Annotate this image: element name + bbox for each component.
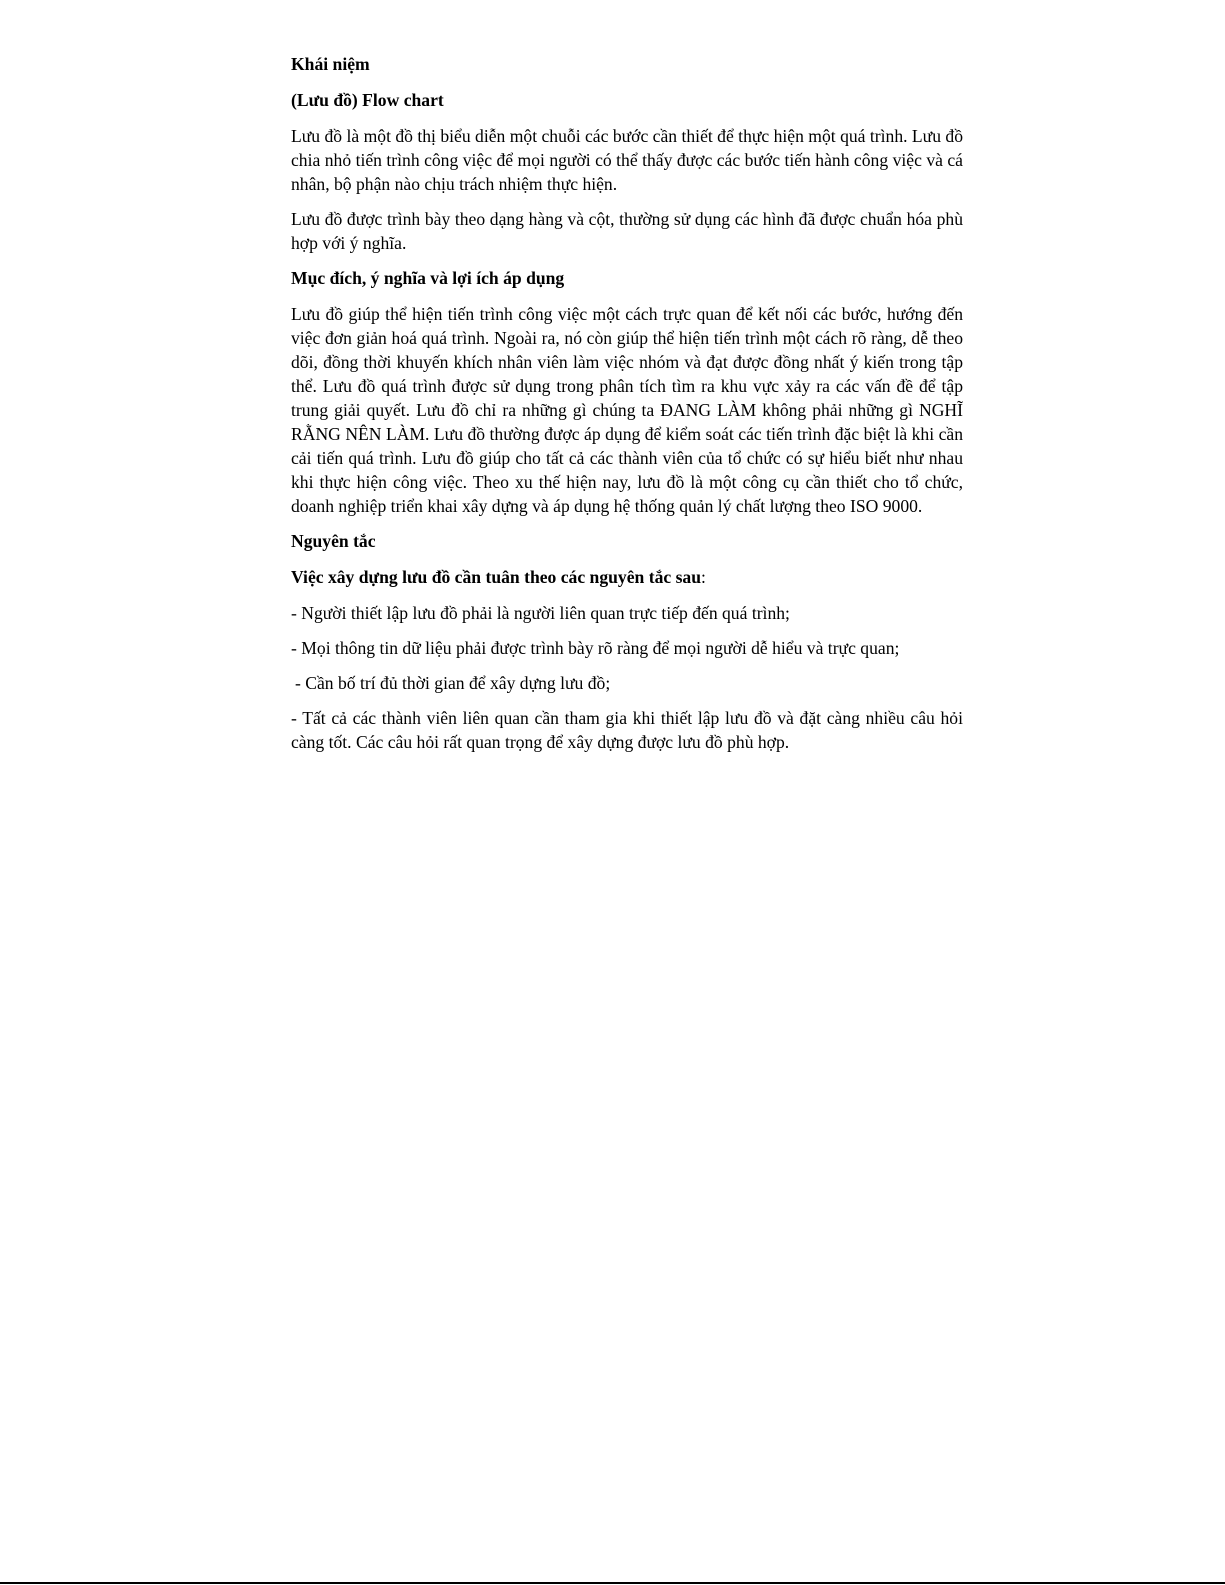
principle-item: - Tất cả các thành viên liên quan cần tham gia khi thiết lập lưu đồ và đặt càng nhiều câu hỏi càng tốt. Các câu hỏi rất quan trọng để xây dựng được lưu đồ phù hợp. — [291, 708, 963, 752]
principle-item: - Mọi thông tin dữ liệu phải được trình bày rõ ràng để mọi người dễ hiểu và trực quan; — [291, 638, 900, 658]
heading-concept: Khái niệm — [291, 54, 370, 74]
paragraph-format: Lưu đồ được trình bày theo dạng hàng và cột, thường sử dụng các hình đã được chuẩn hóa phù hợp với ý nghĩa. — [291, 209, 963, 253]
subheading-flow-chart: (Lưu đồ) Flow chart — [291, 90, 444, 110]
heading-purpose: Mục đích, ý nghĩa và lợi ích áp dụng — [291, 268, 565, 288]
paragraph-definition: Lưu đồ là một đồ thị biểu diễn một chuỗi các bước cần thiết để thực hiện một quá trình. Lưu đồ chia nhỏ tiến trình công việc để mọi người có thể thấy được các bước tiến hành công việc và cá nhân, bộ phận nào chịu trách nhiệm thực hiện. — [291, 126, 963, 194]
principle-item: - Cần bố trí đủ thời gian để xây dựng lưu đồ; — [295, 673, 611, 693]
subheading-principles-intro — [291, 565, 963, 589]
principle-item: - Người thiết lập lưu đồ phải là người liên quan trực tiếp đến quá trình; — [291, 603, 790, 623]
paragraph-purpose: Lưu đồ giúp thể hiện tiến trình công việc một cách trực quan để kết nối các bước, hướng đến việc đơn giản hoá quá trình. Ngoài ra, nó còn giúp thể hiện tiến trình một cách rõ ràng, dễ theo dõi, đồng thời khuyến khích nhân viên làm việc nhóm và đạt được đồng nhất ý kiến trong tập thể. Lưu đồ quá trình được sử dụng trong phân tích tìm ra khu vực xảy ra các vấn đề để tập trung giải quyết. Lưu đồ chỉ ra những gì chúng ta ĐANG LÀM không phải những gì NGHĨ RẰNG NÊN LÀM. Lưu đồ thường được áp dụng để kiểm soát các tiến trình đặc biệt là khi cần cải tiến quá trình. Lưu đồ giúp cho tất cả các thành viên của tổ chức có sự hiểu biết như nhau khi thực hiện công việc. Theo xu thế hiện nay, lưu đồ là một công cụ cần thiết cho tổ chức, doanh nghiệp triển khai xây dựng và áp dụng hệ thống quản lý chất lượng theo ISO 9000. — [291, 304, 963, 516]
document-body — [291, 52, 963, 765]
heading-principles: Nguyên tắc — [291, 531, 376, 551]
principles-intro-bold: Việc xây dựng lưu đồ cần tuân theo các nguyên tắc sau — [291, 567, 701, 587]
principles-intro-colon: : — [701, 567, 706, 587]
page-bottom-border — [0, 1582, 1225, 1584]
